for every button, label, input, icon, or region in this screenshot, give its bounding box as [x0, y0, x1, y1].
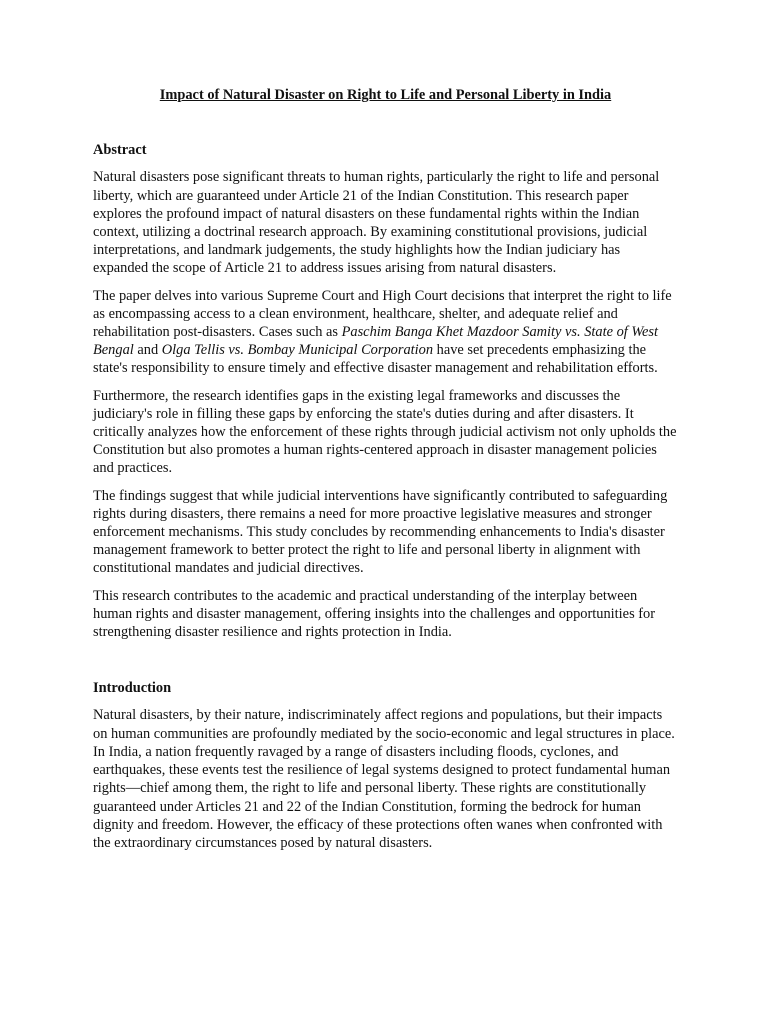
abstract-heading: Abstract — [93, 142, 147, 159]
abstract-paragraph-2-text-c: have set precedents emphasizing the state's responsibility to ensure timely and effective disaster management and rehabilitation efforts. — [93, 342, 658, 377]
abstract-paragraph-3: Furthermore, the research identifies gaps in the existing legal frameworks and discusses the judiciary's role in filling these gaps by enforcing the state's duties during and after disasters. It critically analyzes how the enforcement of these rights through judicial activism not only upholds the Constitution but also promotes a human rights-centered approach in disaster management policies and practices. — [93, 387, 677, 477]
abstract-paragraph-4: The findings suggest that while judicial interventions have significantly contributed to safeguarding rights during disasters, there remains a need for more proactive legislative measures and stronger enforcement mechanisms. This study concludes by recommending enhancements to India's disaster management framework to better protect the right to life and personal liberty in alignment with constitutional mandates and judicial directives. — [93, 487, 668, 577]
case-citation-olga-tellis: Olga Tellis vs. Bombay Municipal Corporation — [161, 342, 434, 359]
document-page — [93, 86, 678, 852]
abstract-paragraph-5: This research contributes to the academic and practical understanding of the interplay between human rights and disaster management, offering insights into the challenges and opportunities for strengthening disaster resilience and rights protection in India. — [93, 587, 656, 641]
abstract-paragraph-2-text-b: and — [133, 342, 162, 359]
introduction-heading: Introduction — [93, 680, 172, 697]
paper-title: Impact of Natural Disaster on Right to Life and Personal Liberty in India — [159, 87, 612, 103]
abstract-paragraph-2-text-a: The paper delves into various Supreme Court and High Court decisions that interpret the right to life as encompassing access to a clean environment, healthcare, shelter, and adequate relief and rehabilitation post-disasters. Cases such as — [93, 287, 672, 341]
case-citation-paschim-banga: Paschim Banga Khet Mazdoor Samity vs. State of West Bengal — [93, 324, 659, 359]
introduction-paragraph-1: Natural disasters, by their nature, indiscriminately affect regions and populations, but their impacts on human communities are profoundly mediated by the socio-economic and legal structures in place. In India, a nation frequently ravaged by a range of disasters including floods, cyclones, and earthquakes, these events test the resilience of legal systems designed to protect fundamental human rights—chief among them, the right to life and personal liberty. These rights are constitutionally guaranteed under Articles 21 and 22 of the Indian Constitution, forming the bedrock for human dignity and freedom. However, the efficacy of these protections often wanes when confronted with the extraordinary circumstances posed by natural disasters. — [93, 707, 675, 851]
abstract-paragraph-1: Natural disasters pose significant threats to human rights, particularly the right to life and personal liberty, which are guaranteed under Article 21 of the Indian Constitution. This research paper explores the profound impact of natural disasters on these fundamental rights within the Indian context, utilizing a doctrinal research approach. By examining constitutional provisions, judicial interpretations, and landmark judgements, the study highlights how the Indian judiciary has expanded the scope of Article 21 to address issues arising from natural disasters. — [93, 169, 660, 277]
abstract-paragraph-2 — [93, 287, 678, 378]
